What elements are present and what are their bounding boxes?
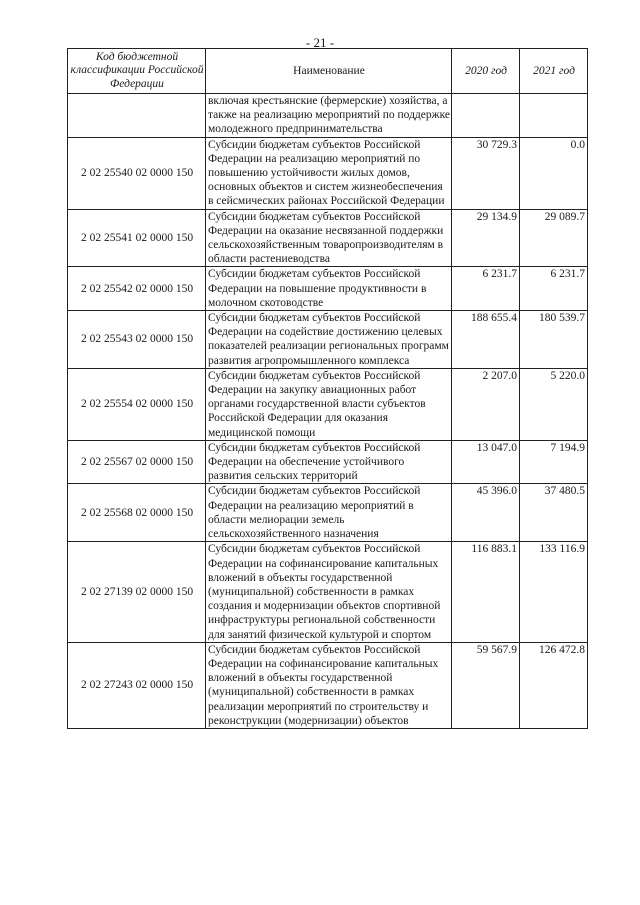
table-row: [68, 368, 588, 440]
table-row: [68, 642, 588, 728]
table-row: [68, 94, 588, 138]
budget-table: [67, 48, 588, 729]
row-value-2021: 7 194.9: [520, 440, 588, 484]
page-number: - 21 -: [305, 35, 335, 50]
header-code: Код бюджетной классификации Российской Федерации: [68, 49, 206, 94]
row-code: 2 02 25568 02 0000 150: [68, 484, 206, 542]
table-header-row: [68, 49, 588, 94]
row-name: Субсидии бюджетам субъектов Российской Федерации на содействие достижению целевых показателей реализации региональных программ развития агропромышленного комплекса: [206, 311, 452, 369]
table-row: [68, 484, 588, 542]
row-name: Субсидии бюджетам субъектов Российской Федерации на оказание несвязанной поддержки сельскохозяйственным товаропроизводителям в области растениеводства: [206, 209, 452, 267]
row-name: Субсидии бюджетам субъектов Российской Федерации на софинансирование капитальных вложений в объекты государственной (муниципальной) собственности в рамках создания и модернизации объектов спортивной инфраструктуры региональной собственности для занятий физической культурой и спортом: [206, 542, 452, 642]
row-value-2020: 116 883.1: [452, 542, 520, 642]
row-value-2020: 30 729.3: [452, 137, 520, 209]
row-value-2021: 29 089.7: [520, 209, 588, 267]
row-name: Субсидии бюджетам субъектов Российской Федерации на реализацию мероприятий по повышению устойчивости жилых домов, основных объектов и систем жизнеобеспечения в сейсмических районах Российской Федерации: [206, 137, 452, 209]
row-value-2020: 2 207.0: [452, 368, 520, 440]
row-value-2020: [452, 94, 520, 138]
row-code: 2 02 25567 02 0000 150: [68, 440, 206, 484]
row-value-2021: 37 480.5: [520, 484, 588, 542]
row-value-2021: 133 116.9: [520, 542, 588, 642]
row-code: 2 02 25542 02 0000 150: [68, 267, 206, 311]
header-2020: 2020 год: [452, 49, 520, 94]
row-value-2020: 45 396.0: [452, 484, 520, 542]
row-value-2020: 59 567.9: [452, 642, 520, 728]
row-value-2020: 29 134.9: [452, 209, 520, 267]
row-name: Субсидии бюджетам субъектов Российской Федерации на софинансирование капитальных вложений в объекты государственной (муниципальной) собственности в рамках реализации мероприятий по строительству и реконструкции (модернизации) объектов: [206, 642, 452, 728]
table-row: [68, 267, 588, 311]
row-code: 2 02 25541 02 0000 150: [68, 209, 206, 267]
table-row: [68, 137, 588, 209]
row-code: 2 02 25543 02 0000 150: [68, 311, 206, 369]
row-name: Субсидии бюджетам субъектов Российской Федерации на обеспечение устойчивого развития сельских территорий: [206, 440, 452, 484]
row-value-2021: 126 472.8: [520, 642, 588, 728]
row-name: Субсидии бюджетам субъектов Российской Федерации на закупку авиационных работ органами государственной власти субъектов Российской Федерации для оказания медицинской помощи: [206, 368, 452, 440]
row-code: 2 02 25540 02 0000 150: [68, 137, 206, 209]
table-row: [68, 209, 588, 267]
row-value-2021: 180 539.7: [520, 311, 588, 369]
row-value-2021: 0.0: [520, 137, 588, 209]
row-name: включая крестьянские (фермерские) хозяйства, а также на реализацию мероприятий по поддержке молодежного предпринимательства: [206, 94, 452, 138]
table-row: [68, 542, 588, 642]
header-2021: 2021 год: [520, 49, 588, 94]
row-value-2021: 6 231.7: [520, 267, 588, 311]
table-row: [68, 440, 588, 484]
table-row: [68, 311, 588, 369]
row-name: Субсидии бюджетам субъектов Российской Федерации на реализацию мероприятий в области мелиорации земель сельскохозяйственного назначения: [206, 484, 452, 542]
header-name: Наименование: [206, 49, 452, 94]
row-code: [68, 94, 206, 138]
row-value-2021: [520, 94, 588, 138]
row-value-2020: 188 655.4: [452, 311, 520, 369]
row-code: 2 02 25554 02 0000 150: [68, 368, 206, 440]
row-code: 2 02 27139 02 0000 150: [68, 542, 206, 642]
row-value-2020: 6 231.7: [452, 267, 520, 311]
row-value-2020: 13 047.0: [452, 440, 520, 484]
row-code: 2 02 27243 02 0000 150: [68, 642, 206, 728]
row-value-2021: 5 220.0: [520, 368, 588, 440]
row-name: Субсидии бюджетам субъектов Российской Федерации на повышение продуктивности в молочном скотоводстве: [206, 267, 452, 311]
